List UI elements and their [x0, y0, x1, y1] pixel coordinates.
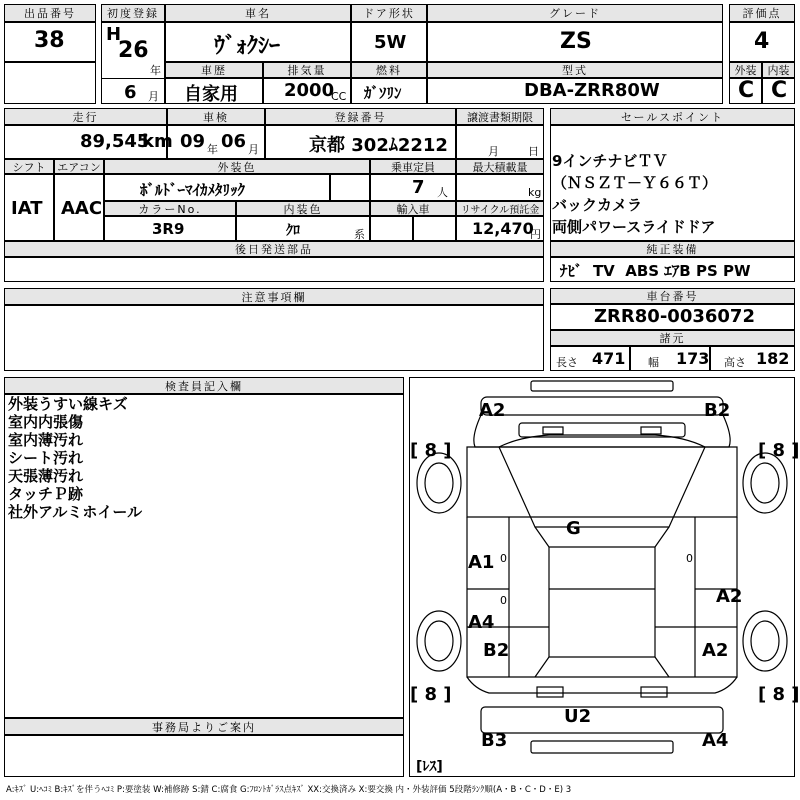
color-no-header: カラーNo.	[104, 201, 236, 216]
tire-front-right: [ 8 ]	[758, 440, 800, 461]
int-color-cell	[236, 216, 370, 241]
car-name-header: 車名	[165, 4, 351, 22]
damage-A1: A1	[468, 552, 495, 573]
width-label: 幅	[648, 356, 659, 369]
score-header: 評価点	[729, 4, 795, 22]
history-header: 車歴	[165, 62, 263, 78]
km-unit: km	[142, 131, 173, 152]
width-value: 173	[676, 349, 710, 368]
car-name-value: ｳﾞｫｸｼｰ	[214, 34, 281, 59]
door-header: ドア形状	[351, 4, 427, 22]
length-label: 長さ	[556, 356, 578, 369]
capacity-header: 乗車定員	[370, 159, 456, 174]
genuine-value: ﾅﾋﾞ TV ABS ｴｱB PS PW	[560, 262, 751, 280]
remark-1: 外装うすい線キズ	[8, 395, 128, 413]
inspector-header: 検査員記入欄	[4, 377, 404, 394]
interior-header: 内装	[762, 62, 795, 78]
chassis-header: 車台番号	[550, 288, 795, 304]
mileage-header: 走行	[4, 108, 167, 125]
year-value: 26	[118, 38, 149, 63]
remark-5: 天張薄汚れ	[8, 467, 84, 485]
aircon-header: エアコン	[54, 159, 104, 174]
sales-point-header: セールスポイント	[550, 108, 795, 125]
damage-U2: U2	[564, 706, 592, 727]
office-header: 事務局よりご案内	[4, 718, 404, 735]
era-value: H	[106, 24, 122, 45]
first-reg-header: 初度登録	[101, 4, 165, 22]
model-header: 型式	[427, 62, 723, 78]
mileage-value: 89,545	[80, 131, 150, 152]
dimensions-header: 諸元	[550, 330, 795, 346]
yen-unit: 円	[530, 228, 541, 241]
tire-rear-left: [ 8 ]	[410, 684, 452, 705]
sales-point-3: バックカメラ	[552, 196, 643, 214]
sales-point-2: （ＮＳＺＴ－Ｙ６６Ｔ）	[552, 174, 718, 192]
registration-header: 登録番号	[265, 108, 456, 125]
import-cell-a	[370, 216, 413, 241]
import-header: 輸入車	[370, 201, 456, 216]
shift-value: IAT	[11, 198, 43, 219]
remark-6: タッチＰ跡	[8, 485, 84, 503]
month-unit: 月	[148, 90, 159, 103]
mark-o3: 0	[500, 594, 507, 607]
damage-A2-right: A2	[716, 586, 743, 607]
damage-A4-left: A4	[468, 612, 495, 633]
sales-point-4: 両側パワースライドドア	[552, 218, 716, 236]
damage-A4-rear: A4	[702, 730, 729, 751]
month-value: 6	[124, 82, 137, 103]
damage-B3: B3	[481, 730, 508, 751]
tire-front-left: [ 8 ]	[410, 440, 452, 461]
genuine-header: 純正装備	[550, 241, 795, 257]
shift-header: シフト	[4, 159, 54, 174]
height-value: 182	[756, 349, 790, 368]
remark-3: 室内薄汚れ	[8, 431, 84, 449]
import-cell-b	[413, 216, 456, 241]
fuel-value: ｶﾞｿﾘﾝ	[364, 84, 402, 102]
length-value: 471	[592, 349, 626, 368]
capacity-value: 7	[412, 177, 425, 198]
ext-color-blank	[330, 174, 370, 201]
grade-header: グレード	[427, 4, 723, 22]
lot-no-blank	[4, 62, 96, 104]
ext-color-header: 外装色	[104, 159, 370, 174]
recycle-value: 12,470	[472, 219, 534, 238]
color-no-value: 3R9	[152, 220, 185, 238]
load-unit: kg	[528, 186, 542, 199]
damage-A2-front-left: A2	[479, 400, 506, 421]
office-box	[4, 735, 404, 777]
spare-tire-label: [ﾚｽ]	[416, 759, 443, 775]
score-value: 4	[754, 29, 770, 54]
sales-point-1: 9インチナビＴＶ	[552, 152, 668, 170]
transfer-month-unit: 月	[488, 145, 499, 158]
int-color-unit: 系	[354, 228, 365, 241]
insp-year: 09	[180, 131, 206, 152]
mark-o1: 0	[500, 552, 507, 565]
remark-7: 社外アルミホイール	[8, 503, 143, 521]
remark-4: シート汚れ	[8, 449, 84, 467]
damage-A2-rear-right: A2	[702, 640, 729, 661]
tire-rear-right: [ 8 ]	[758, 684, 800, 705]
cc-unit: CC	[331, 90, 347, 103]
later-parts-header: 後日発送部品	[4, 241, 544, 257]
insp-year-unit: 年	[207, 143, 218, 156]
aircon-value: AAC	[61, 198, 103, 219]
notes-header: 注意事項欄	[4, 288, 544, 305]
interior-value: C	[771, 78, 788, 103]
registration-value: 京都 302ﾑ2212	[309, 135, 448, 156]
later-parts-cell	[4, 257, 544, 282]
exterior-value: C	[738, 78, 755, 103]
capacity-unit: 人	[437, 186, 448, 199]
ext-color-value: ﾎﾞﾙﾄﾞｰﾏｲｶﾒﾀﾘｯｸ	[140, 181, 246, 199]
inspection-header: 車検	[167, 108, 265, 125]
int-color-header: 内装色	[236, 201, 370, 216]
mark-o2: 0	[686, 552, 693, 565]
car-diagram-icon	[409, 377, 795, 777]
year-unit: 年	[150, 64, 161, 77]
damage-B2-left: B2	[483, 640, 510, 661]
exterior-header: 外装	[729, 62, 762, 78]
legend-text: A:ｷｽﾞ U:ﾍｺﾐ B:ｷｽﾞを伴うﾍｺﾐ P:要塗装 W:補修跡 S:錆 C:腐食 G:ﾌﾛﾝﾄｶﾞﾗｽ点ｷｽﾞ XX:交換済み X:要交換 内・外装評価 5段階ﾗﾝｸ順(A・B・C・D・E) 3	[6, 785, 572, 795]
int-color-value: ｸﾛ	[286, 223, 300, 239]
transfer-day-unit: 日	[528, 145, 539, 158]
notes-box	[4, 305, 544, 371]
height-label: 高さ	[724, 356, 746, 369]
lot-no-value: 38	[34, 28, 65, 53]
fuel-header: 燃料	[351, 62, 427, 78]
displacement-value: 2000	[284, 80, 335, 101]
history-value: 自家用	[184, 84, 238, 105]
recycle-header: リサイクル預託金	[456, 201, 544, 216]
door-value: 5W	[374, 32, 407, 53]
max-load-header: 最大積載量	[456, 159, 544, 174]
transfer-header: 譲渡書類期限	[456, 108, 544, 125]
insp-month: 06	[221, 131, 247, 152]
chassis-value: ZRR80-0036072	[594, 306, 755, 327]
damage-B2-front-right: B2	[704, 400, 731, 421]
grade-value: ZS	[560, 29, 592, 54]
model-value: DBA-ZRR80W	[524, 80, 660, 101]
damage-G: G	[566, 518, 581, 539]
insp-month-unit: 月	[248, 143, 259, 156]
lot-no-header: 出品番号	[4, 4, 96, 22]
remark-2: 室内内張傷	[8, 413, 84, 431]
displacement-header: 排気量	[263, 62, 351, 78]
